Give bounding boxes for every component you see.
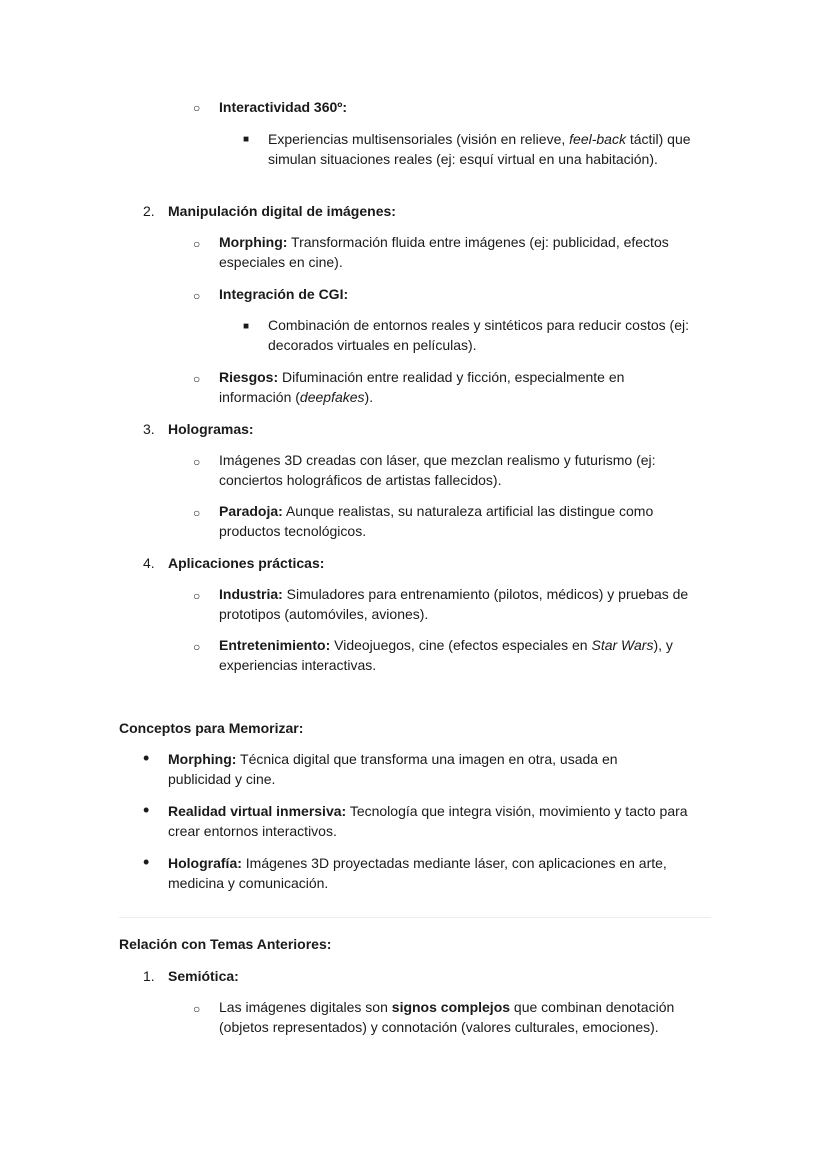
section-heading-relacion: Relación con Temas Anteriores: xyxy=(119,936,332,952)
paragraph-paradoja: Paradoja: Aunque realistas, su naturaleza artificial las distingue como productos tecnológicos. xyxy=(219,503,654,539)
paragraph-cgi: Combinación de entornos reales y sintéticos para reducir costos (ej: decorados virtuales en películas). xyxy=(268,317,689,353)
circle-bullet-icon: ○ xyxy=(193,455,201,469)
circle-bullet-icon: ○ xyxy=(193,589,201,603)
paragraph-hologramas: Imágenes 3D creadas con láser, que mezclan realismo y futurismo (ej: conciertos holográficos de artistas fallecidos). xyxy=(219,452,656,488)
paragraph-interactividad: Experiencias multisensoriales (visión en relieve, feel-back táctil) que simulan situaciones reales (ej: esquí virtual en una habitación). xyxy=(268,131,691,167)
list-item: Realidad virtual inmersiva: Tecnología que integra visión, movimiento y tacto para crear entornos interactivos. xyxy=(168,803,688,839)
square-bullet-icon: ■ xyxy=(243,134,250,145)
heading-manipulacion: Manipulación digital de imágenes: xyxy=(168,203,396,219)
list-number: 2. xyxy=(143,203,155,219)
paragraph-semiotica: Las imágenes digitales son signos complejos que combinan denotación (objetos representados) y connotación (valores culturales, emociones). xyxy=(219,999,675,1035)
circle-bullet-icon: ○ xyxy=(193,237,201,251)
list-item: Morphing: Técnica digital que transforma una imagen en otra, usada en publicidad y cine. xyxy=(168,751,618,787)
subheading-interactividad: Interactividad 360º: xyxy=(219,99,348,115)
circle-bullet-icon: ○ xyxy=(193,289,201,303)
section-heading-conceptos: Conceptos para Memorizar: xyxy=(119,720,304,736)
divider xyxy=(119,917,711,918)
square-bullet-icon: ■ xyxy=(243,321,250,332)
heading-hologramas: Hologramas: xyxy=(168,421,254,437)
list-number: 4. xyxy=(143,555,155,571)
circle-bullet-icon: ○ xyxy=(193,101,201,115)
list-number: 3. xyxy=(143,421,155,437)
paragraph-riesgos: Riesgos: Difuminación entre realidad y ficción, especialmente en información (deepfakes). xyxy=(219,369,625,405)
heading-aplicaciones: Aplicaciones prácticas: xyxy=(168,555,325,571)
disc-bullet-icon: • xyxy=(143,852,150,872)
disc-bullet-icon: • xyxy=(143,748,150,768)
paragraph-industria: Industria: Simuladores para entrenamiento (pilotos, médicos) y pruebas de prototipos (automóviles, aviones). xyxy=(219,586,689,622)
list-number: 1. xyxy=(143,968,155,984)
circle-bullet-icon: ○ xyxy=(193,1002,201,1016)
circle-bullet-icon: ○ xyxy=(193,506,201,520)
subheading-cgi: Integración de CGI: xyxy=(219,286,349,302)
disc-bullet-icon: • xyxy=(143,800,150,820)
circle-bullet-icon: ○ xyxy=(193,372,201,386)
circle-bullet-icon: ○ xyxy=(193,640,201,654)
list-item: Holografía: Imágenes 3D proyectadas mediante láser, con aplicaciones en arte, medicina y comunicación. xyxy=(168,855,667,891)
paragraph-morphing: Morphing: Transformación fluida entre imágenes (ej: publicidad, efectos especiales en cine). xyxy=(219,234,669,270)
heading-semiotica: Semiótica: xyxy=(168,968,239,984)
paragraph-entretenimiento: Entretenimiento: Videojuegos, cine (efectos especiales en Star Wars), y experiencias interactivas. xyxy=(219,637,673,673)
